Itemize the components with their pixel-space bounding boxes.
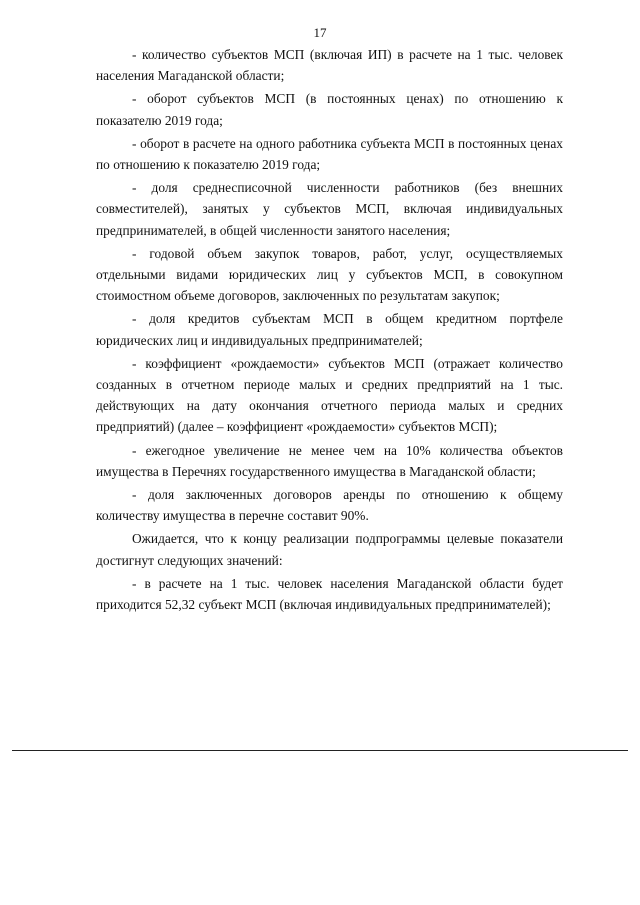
paragraph: - в расчете на 1 тыс. человек населения Магаданской области будет приходится 52,32 субъект МСП (включая индивидуальных предпринимателей);: [96, 575, 563, 613]
document-body: [96, 44, 563, 617]
page-number: 17: [313, 25, 327, 40]
paragraph: - доля кредитов субъектам МСП в общем кредитном портфеле юридических лиц и индивидуальных предпринимателей;: [96, 311, 563, 348]
paragraph: - доля заключенных договоров аренды по отношению к общему количеству имущества в перечне составит 90%.: [96, 487, 563, 524]
paragraph: Ожидается, что к концу реализации подпрограммы целевые показатели достигнут следующих значений:: [96, 531, 563, 568]
paragraph: - ежегодное увеличение не менее чем на 10% количества объектов имущества в Перечнях государственного имущества в Магаданской области;: [96, 442, 563, 479]
paragraph: - оборот субъектов МСП (в постоянных ценах) по отношению к показателю 2019 года;: [96, 91, 563, 128]
paragraph: - оборот в расчете на одного работника субъекта МСП в постоянных ценах по отношению к показателю 2019 года;: [96, 135, 563, 173]
paragraph: - коэффициент «рождаемости» субъектов МСП (отражает количество созданных в отчетном периоде малых и средних предприятий на 1 тыс. действующих на дату окончания отчетного периода малых и средних предприятий) (далее – коэффициент «рождаемости» субъектов МСП);: [96, 355, 563, 435]
paragraph: - годовой объем закупок товаров, работ, услуг, осуществляемых отдельными видами юридических лиц у субъектов МСП, в совокупном стоимостном объеме договоров, заключенных по результатам закупок;: [96, 245, 563, 304]
paragraph: - количество субъектов МСП (включая ИП) в расчете на 1 тыс. человек населения Магаданской области;: [96, 47, 563, 84]
paragraph: - доля среднесписочной численности работников (без внешних совместителей), занятых у субъектов МСП, включая индивидуальных предпринимателей, в общей численности занятого населения;: [96, 180, 563, 238]
footer-divider: [12, 750, 628, 751]
